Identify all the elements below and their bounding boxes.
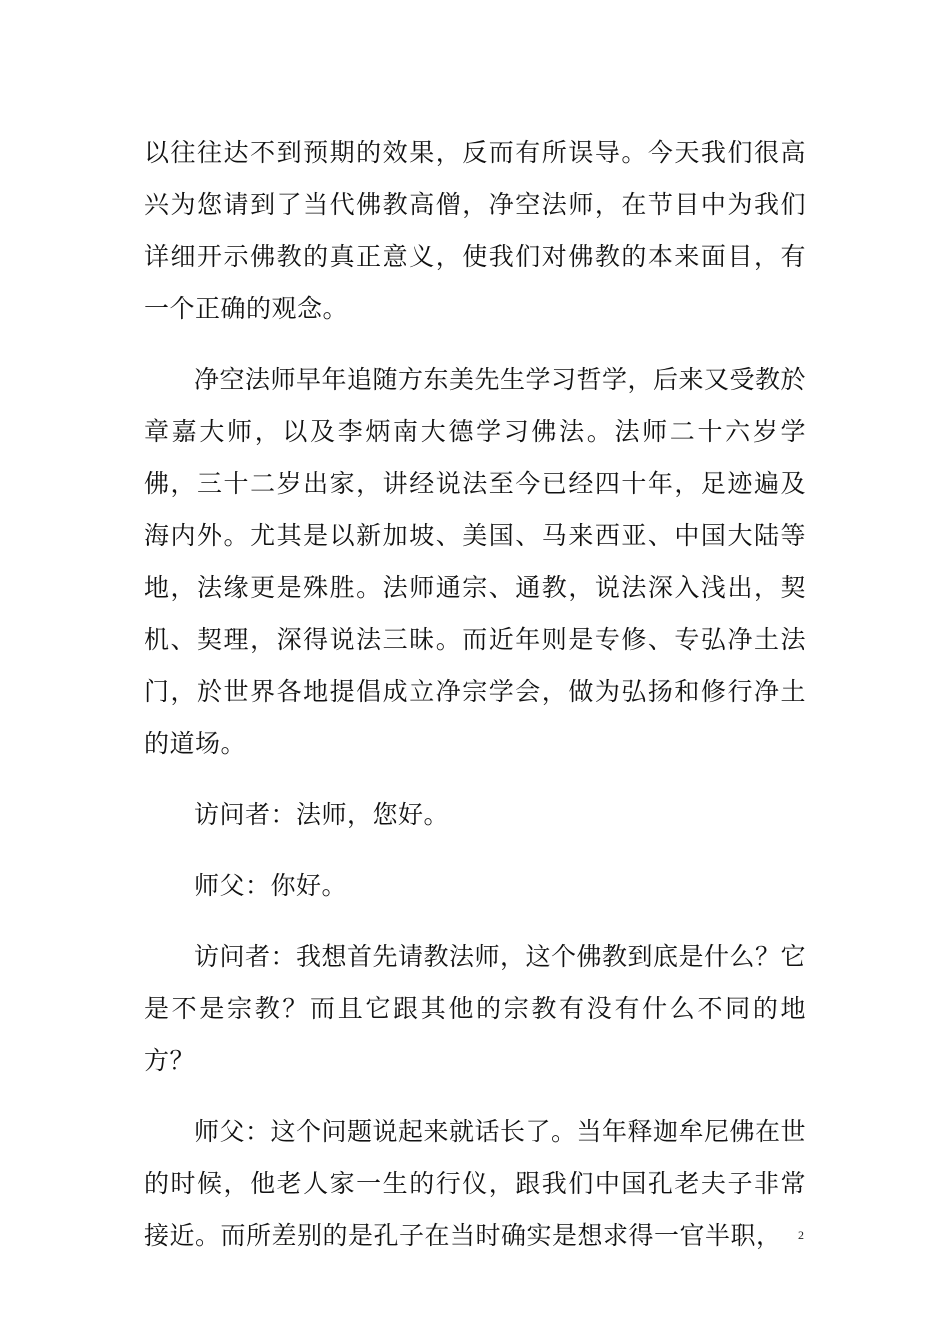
paragraph-intro-continuation: 以往往达不到预期的效果，反而有所误导。今天我们很高兴为您请到了当代佛教高僧，净空法师，在节目中为我们详细开示佛教的真正意义，使我们对佛教的本来面目，有一个正确的观念。 <box>144 138 806 323</box>
paragraph-master-biography: 净空法师早年追随方东美先生学习哲学，后来又受教於章嘉大师，以及李炳南大德学习佛法。法师二十六岁学佛，三十二岁出家，讲经说法至今已经四十年，足迹遍及海内外。尤其是以新加坡、美国、马来西亚、中国大陆等地，法缘更是殊胜。法师通宗、通教，说法深入浅出，契机、契理，深得说法三昧。而近年则是专修、专弘净土法门，於世界各地提倡成立净宗学会，做为弘扬和修行净土的道场。 <box>144 365 807 758</box>
document-body <box>144 127 806 1281</box>
page-number: 2 <box>798 1228 804 1242</box>
paragraph-master-answer: 师父：这个问题说起来就话长了。当年释迦牟尼佛在世的时候，他老人家一生的行仪，跟我们中国孔老夫子非常接近。而所差别的是孔子在当时确实是想求得一官半职， <box>144 1117 807 1250</box>
paragraph-interviewer-question: 访问者：我想首先请教法师，这个佛教到底是什么？它是不是宗教？而且它跟其他的宗教有没有什么不同的地方？ <box>144 942 807 1075</box>
paragraph-master-greeting: 师父：你好。 <box>194 871 348 900</box>
paragraph-interviewer-greeting: 访问者：法师，您好。 <box>194 800 450 829</box>
